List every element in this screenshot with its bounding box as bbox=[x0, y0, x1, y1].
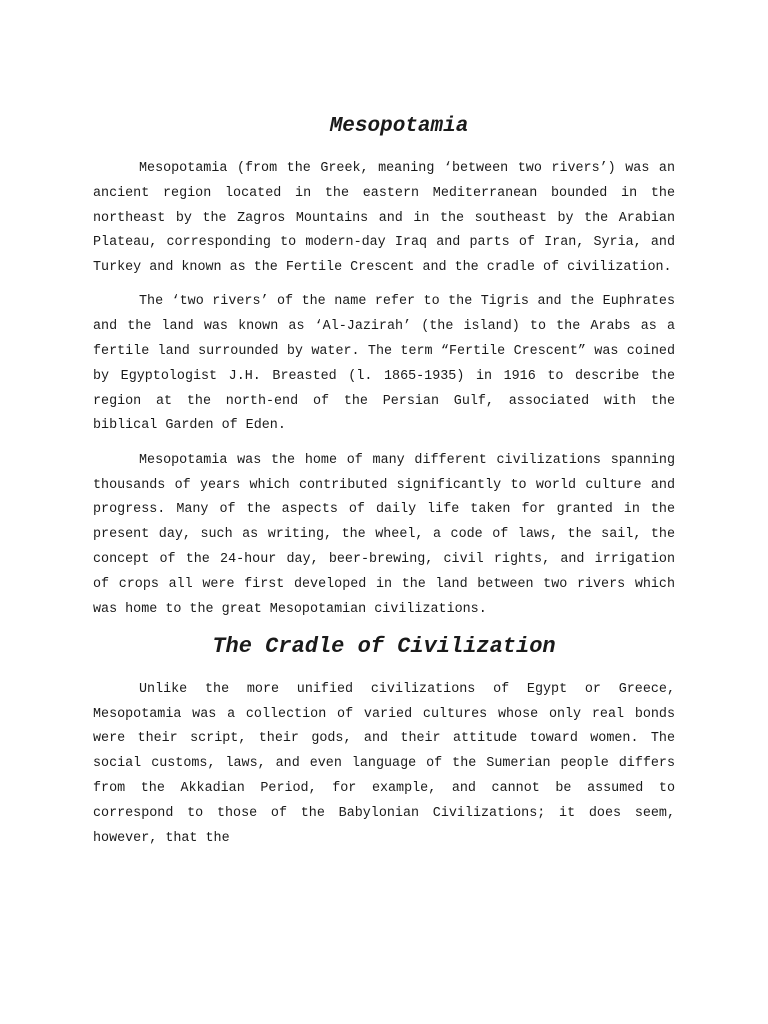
page-title: Mesopotamia bbox=[329, 115, 469, 138]
document-body bbox=[93, 112, 675, 861]
section-heading: The Cradle of Civilization bbox=[212, 633, 556, 659]
paragraph-intro: Mesopotamia (from the Greek, meaning ‘between two rivers’) was an ancient region located in the eastern Mediterranean bounded in the northeast by the Zagros Mountains and in the southeast by the Arabian Plateau, corresponding to modern-day Iraq and parts of Iran, Syria, and Turkey and known as the Fertile Crescent and the cradle of civilization. bbox=[93, 161, 675, 276]
paragraph-cradle: Unlike the more unified civilizations of Egypt or Greece, Mesopotamia was a collection of varied cultures whose only real bonds were their script, their gods, and their attitude toward women. The social customs, laws, and even language of the Sumerian people differs from the Akkadian Period, for example, and cannot be assumed to correspond to those of the Babylonian Civilizations; it does seem, however, that the bbox=[93, 681, 675, 846]
paragraph-two-rivers: The ‘two rivers’ of the name refer to the Tigris and the Euphrates and the land was known as ‘Al-Jazirah’ (the island) to the Arabs as a fertile land surrounded by water. The term “Fertile Crescent” was coined by Egyptologist J.H. Breasted (l. 1865-1935) in 1916 to describe the region at the north-end of the Persian Gulf, associated with the biblical Garden of Eden. bbox=[93, 294, 675, 434]
paragraph-civilizations: Mesopotamia was the home of many different civilizations spanning thousands of years which contributed significantly to world culture and progress. Many of the aspects of daily life taken for granted in the present day, such as writing, the wheel, a code of laws, the sail, the concept of the 24-hour day, beer-brewing, civil rights, and irrigation of crops all were first developed in the land between two rivers which was home to the great Mesopotamian civilizations. bbox=[93, 452, 675, 617]
